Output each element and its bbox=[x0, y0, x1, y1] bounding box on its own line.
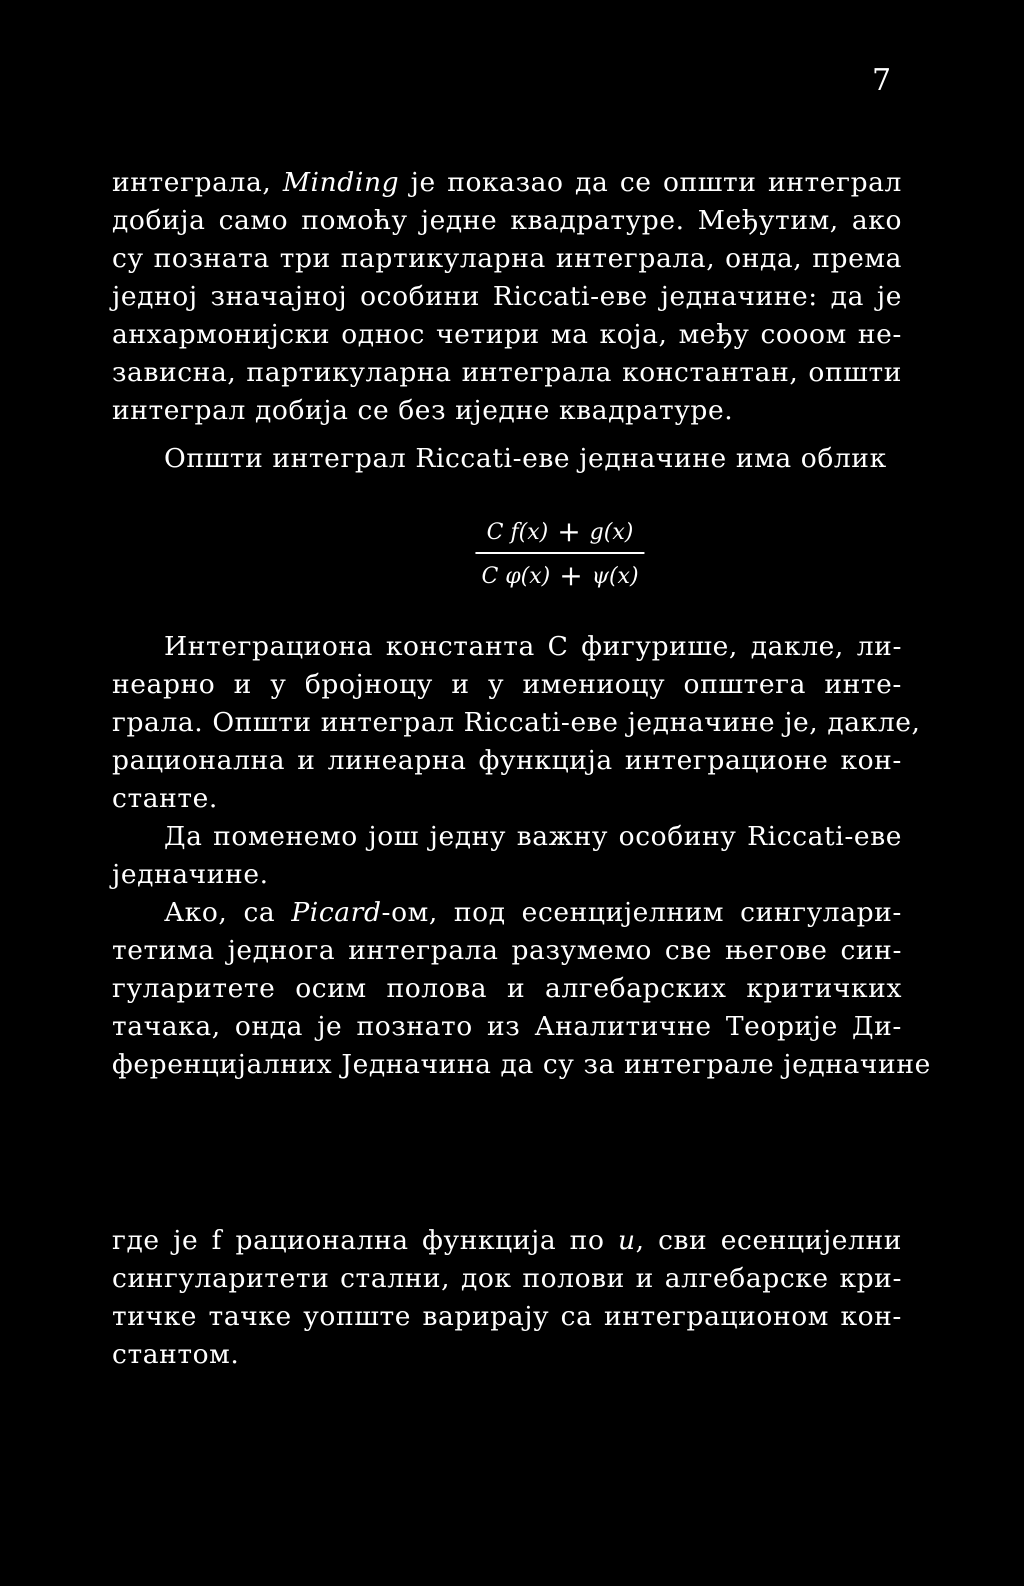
plus-sign: + bbox=[559, 558, 583, 592]
text-line: зависна, партикуларна интеграла константан, општи bbox=[112, 357, 902, 388]
text-line: станте. bbox=[112, 783, 218, 814]
text-line bbox=[112, 897, 902, 928]
author-name: Picard bbox=[291, 897, 382, 928]
text-line: једначине. bbox=[112, 859, 269, 890]
text-line: Да поменемо још једну важну особину Riccati-еве bbox=[164, 821, 902, 852]
text-line: тачака, онда је познато из Аналитичне Теорије Ди- bbox=[112, 1011, 902, 1042]
text-line bbox=[112, 1225, 902, 1256]
text-line: тетима једнога интеграла разумемо све његове син- bbox=[112, 935, 902, 966]
formula-term: C f(x) bbox=[486, 520, 549, 545]
text-line: интеграл добија се без иједне квадратуре. bbox=[112, 395, 734, 426]
formula-term: ψ(x) bbox=[591, 563, 639, 589]
plus-sign: + bbox=[557, 515, 581, 548]
text-segment: -ом, под есенцијелним сингулари- bbox=[381, 897, 902, 928]
text-line bbox=[112, 167, 902, 198]
math-variable: u bbox=[617, 1225, 636, 1256]
formula-term: g(x) bbox=[589, 520, 634, 545]
formula-numerator bbox=[475, 515, 644, 552]
formula bbox=[475, 515, 644, 592]
author-name: Minding bbox=[282, 167, 400, 198]
page-number: 7 bbox=[872, 63, 892, 98]
text-segment: , сви есенцијелни bbox=[635, 1225, 902, 1256]
text-segment: Ако, са bbox=[164, 897, 292, 928]
text-line: сингуларитети стални, док полови и алгебарске кри- bbox=[112, 1263, 902, 1294]
text-line: тичке тачке уопште варирају са интеграционом кон- bbox=[112, 1301, 902, 1332]
formula-denominator bbox=[475, 554, 644, 590]
text-line: Интеграциона константа C фигурише, дакле, ли- bbox=[164, 631, 902, 662]
text-line: грала. Општи интеграл Riccati-еве једначине је, дакле, bbox=[112, 707, 921, 738]
text-line: Општи интеграл Riccati-еве једначине има облик bbox=[164, 443, 887, 474]
text-line: рационална и линеарна функција интеграционе кон- bbox=[112, 745, 902, 776]
text-line: једној значајној особини Riccati-еве једначине: да је bbox=[112, 281, 902, 312]
text-line: стантом. bbox=[112, 1339, 240, 1370]
text-line: анхармонијски однос четири ма која, међу сооом не- bbox=[112, 319, 902, 350]
text-line: ференцијалних Једначина да су за интеграле једначине bbox=[112, 1049, 931, 1080]
text-line: неарно и у бројноцу и у имениоцу општега инте- bbox=[112, 669, 902, 700]
text-segment: интеграла, bbox=[112, 167, 283, 198]
text-line: добија само помоћу једне квадратуре. Међутим, ако bbox=[112, 205, 902, 236]
text-segment: је показао да се општи интеграл bbox=[399, 167, 902, 198]
text-segment: где је f рационална функција по bbox=[112, 1225, 618, 1256]
text-line: гуларитете осим полова и алгебарских критичких bbox=[112, 973, 902, 1004]
text-line: су позната три партикуларна интеграла, онда, према bbox=[112, 243, 902, 274]
formula-term: C φ(x) bbox=[481, 563, 551, 589]
